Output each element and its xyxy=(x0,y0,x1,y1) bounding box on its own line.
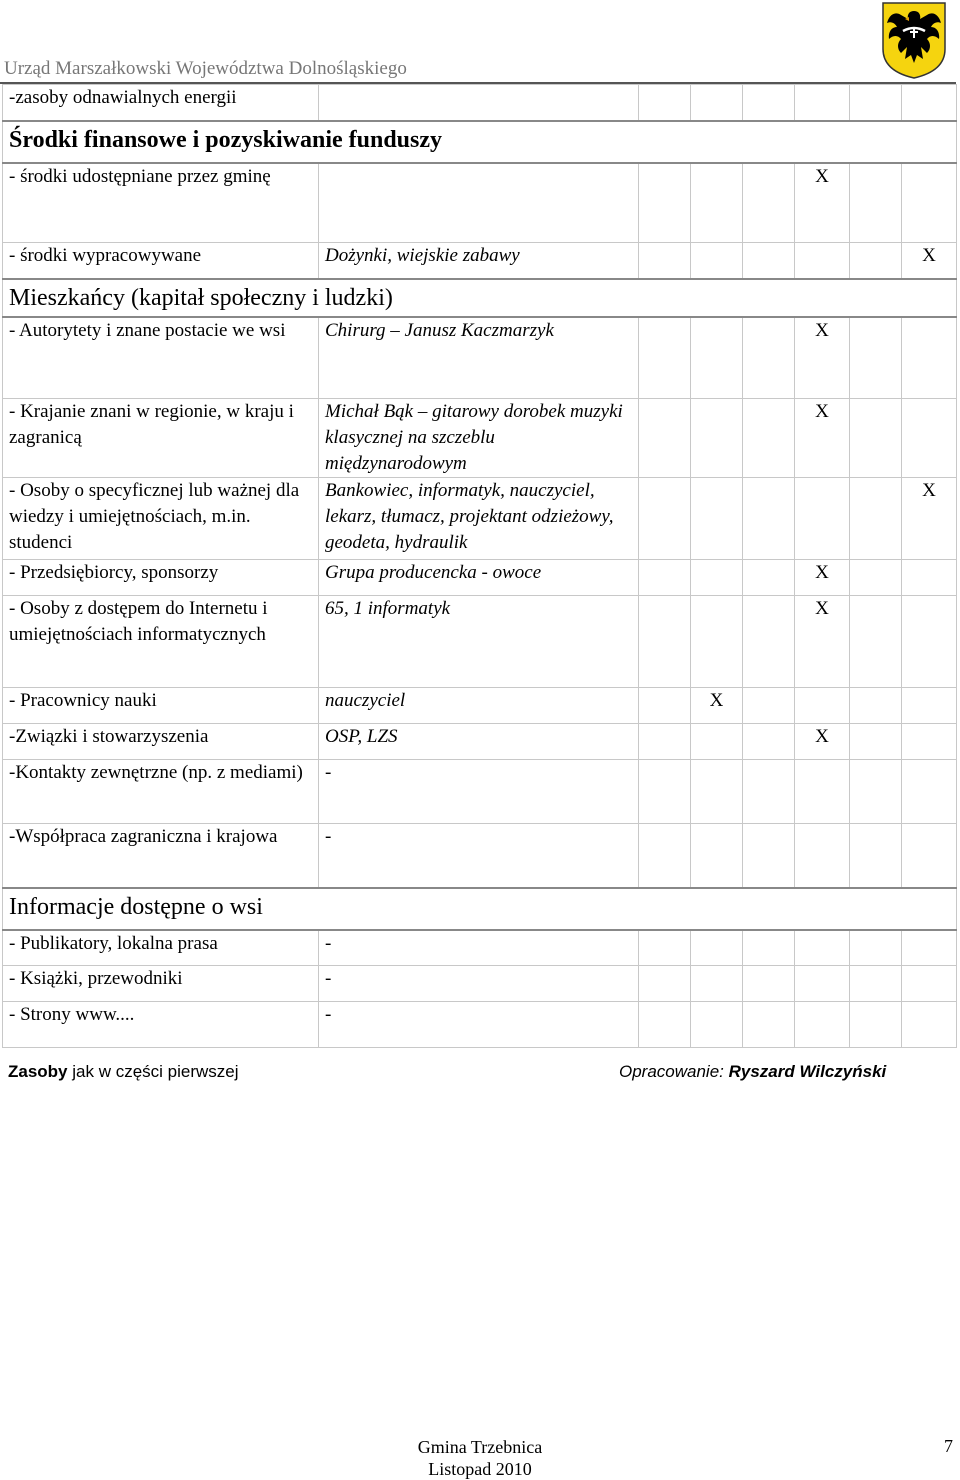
row-description: - xyxy=(319,1002,639,1048)
rating-cell xyxy=(639,596,691,688)
rating-cell xyxy=(639,930,691,966)
table-row xyxy=(3,596,957,688)
rating-cell xyxy=(691,824,743,888)
rating-cell xyxy=(795,760,850,824)
rating-cell xyxy=(850,930,902,966)
rating-cell xyxy=(743,1002,795,1048)
table-row xyxy=(3,930,957,966)
row-label: - Strony www.... xyxy=(3,1002,319,1048)
rating-cell xyxy=(902,760,957,824)
row-label: -Współpraca zagraniczna i krajowa xyxy=(3,824,319,888)
rating-cell xyxy=(902,85,957,121)
rating-cell xyxy=(902,317,957,399)
rating-cell xyxy=(639,399,691,478)
row-label: - Osoby o specyficznej lub ważnej dla wiedzy i umiejętnościach, m.in. studenci xyxy=(3,478,319,560)
section-heading: Mieszkańcy (kapitał społeczny i ludzki) xyxy=(3,279,957,317)
rating-cell xyxy=(850,760,902,824)
rating-mark: X xyxy=(795,596,850,688)
rating-cell xyxy=(850,596,902,688)
rating-cell xyxy=(743,930,795,966)
table-row xyxy=(3,966,957,1002)
rating-cell xyxy=(691,399,743,478)
rating-cell xyxy=(902,824,957,888)
row-description: OSP, LZS xyxy=(319,724,639,760)
row-label: - Krajanie znani w regionie, w kraju i zagranicą xyxy=(3,399,319,478)
rating-cell xyxy=(850,724,902,760)
rating-cell xyxy=(743,163,795,243)
footer-note xyxy=(8,1062,239,1082)
rating-cell xyxy=(691,966,743,1002)
row-description: Bankowiec, informatyk, nauczyciel, lekarz, tłumacz, projektant odzieżowy, geodeta, hydraulik xyxy=(319,478,639,560)
row-label: - Osoby z dostępem do Internetu i umiejętnościach informatycznych xyxy=(3,596,319,688)
rating-cell xyxy=(850,560,902,596)
rating-cell xyxy=(691,478,743,560)
rating-cell xyxy=(850,478,902,560)
table-row xyxy=(3,824,957,888)
row-label: - Pracownicy nauki xyxy=(3,688,319,724)
rating-mark: X xyxy=(795,163,850,243)
rating-cell xyxy=(850,243,902,279)
rating-cell xyxy=(902,560,957,596)
rating-cell xyxy=(850,163,902,243)
rating-cell xyxy=(639,478,691,560)
footer-gmina: Gmina Trzebnica xyxy=(417,1437,543,1457)
row-label: - Publikatory, lokalna prasa xyxy=(3,930,319,966)
row-description: Chirurg – Janusz Kaczmarzyk xyxy=(319,317,639,399)
rating-cell xyxy=(795,478,850,560)
rating-cell xyxy=(850,85,902,121)
eagle-coat-of-arms-icon xyxy=(881,1,947,79)
row-description: 65, 1 informatyk xyxy=(319,596,639,688)
table-row xyxy=(3,317,957,399)
section-heading: Środki finansowe i pozyskiwanie funduszy xyxy=(3,121,957,163)
rating-cell xyxy=(743,317,795,399)
row-label: - Książki, przewodniki xyxy=(3,966,319,1002)
row-label: - środki wypracowywane xyxy=(3,243,319,279)
rating-cell xyxy=(743,85,795,121)
row-label: -Kontakty zewnętrzne (np. z mediami) xyxy=(3,760,319,824)
rating-mark: X xyxy=(795,560,850,596)
rating-cell xyxy=(850,966,902,1002)
rating-cell xyxy=(850,1002,902,1048)
rating-cell xyxy=(639,317,691,399)
rating-cell xyxy=(639,163,691,243)
footer-author xyxy=(619,1062,886,1082)
rating-cell xyxy=(639,966,691,1002)
rating-cell xyxy=(691,560,743,596)
rating-cell xyxy=(743,688,795,724)
section-heading: Informacje dostępne o wsi xyxy=(3,888,957,930)
rating-cell xyxy=(902,930,957,966)
row-label: - środki udostępniane przez gminę xyxy=(3,163,319,243)
rating-cell xyxy=(743,724,795,760)
section-row xyxy=(3,121,957,163)
footer-opracowanie-label: Opracowanie: xyxy=(619,1062,729,1081)
rating-cell xyxy=(795,966,850,1002)
table-row xyxy=(3,724,957,760)
section-row xyxy=(3,279,957,317)
table-row xyxy=(3,399,957,478)
rating-cell xyxy=(691,930,743,966)
rating-cell xyxy=(795,824,850,888)
rating-cell xyxy=(743,243,795,279)
table-row xyxy=(3,478,957,560)
rating-cell xyxy=(691,1002,743,1048)
rating-cell xyxy=(639,824,691,888)
rating-cell xyxy=(902,724,957,760)
rating-cell xyxy=(850,317,902,399)
rating-cell xyxy=(691,163,743,243)
rating-cell xyxy=(639,85,691,121)
row-description: nauczyciel xyxy=(319,688,639,724)
rating-cell xyxy=(691,243,743,279)
page-footer xyxy=(0,1436,960,1480)
rating-cell xyxy=(795,688,850,724)
table-row xyxy=(3,243,957,279)
row-label: - Autorytety i znane postacie we wsi xyxy=(3,317,319,399)
row-description: - xyxy=(319,760,639,824)
rating-cell xyxy=(743,760,795,824)
rating-mark: X xyxy=(691,688,743,724)
footer-zasoby-bold: Zasoby xyxy=(8,1062,68,1081)
rating-cell xyxy=(902,688,957,724)
rating-mark: X xyxy=(902,478,957,560)
table-row xyxy=(3,760,957,824)
rating-cell xyxy=(795,243,850,279)
rating-cell xyxy=(691,596,743,688)
rating-cell xyxy=(902,966,957,1002)
rating-cell xyxy=(795,930,850,966)
rating-cell xyxy=(795,85,850,121)
table-row xyxy=(3,560,957,596)
rating-cell xyxy=(691,760,743,824)
rating-cell xyxy=(639,1002,691,1048)
rating-mark: X xyxy=(795,724,850,760)
row-label: -Związki i stowarzyszenia xyxy=(3,724,319,760)
row-description: - xyxy=(319,930,639,966)
row-description: - xyxy=(319,824,639,888)
footer-zasoby-rest: jak w części pierwszej xyxy=(67,1062,239,1081)
rating-cell xyxy=(639,688,691,724)
rating-cell xyxy=(639,724,691,760)
rating-mark: X xyxy=(902,243,957,279)
table-row xyxy=(3,163,957,243)
rating-cell xyxy=(639,243,691,279)
rating-mark: X xyxy=(795,399,850,478)
row-description xyxy=(319,85,639,121)
section-row xyxy=(3,888,957,930)
rating-cell xyxy=(902,399,957,478)
rating-cell xyxy=(743,399,795,478)
row-description xyxy=(319,163,639,243)
row-description: Michał Bąk – gitarowy dorobek muzyki klasycznej na szczeblu międzynarodowym xyxy=(319,399,639,478)
rating-cell xyxy=(743,824,795,888)
table-row xyxy=(3,688,957,724)
rating-cell xyxy=(691,724,743,760)
table-row xyxy=(3,1002,957,1048)
footer-date: Listopad 2010 xyxy=(428,1459,532,1479)
rating-cell xyxy=(743,596,795,688)
rating-mark: X xyxy=(795,317,850,399)
row-description: Dożynki, wiejskie zabawy xyxy=(319,243,639,279)
rating-cell xyxy=(902,163,957,243)
table-row xyxy=(3,85,957,121)
rating-cell xyxy=(691,317,743,399)
rating-cell xyxy=(795,1002,850,1048)
page-number: 7 xyxy=(944,1436,953,1456)
row-label: - Przedsiębiorcy, sponsorzy xyxy=(3,560,319,596)
resources-table xyxy=(2,84,957,1048)
footer-author-name: Ryszard Wilczyński xyxy=(728,1062,887,1081)
rating-cell xyxy=(743,560,795,596)
row-description: Grupa producencka - owoce xyxy=(319,560,639,596)
rating-cell xyxy=(902,596,957,688)
rating-cell xyxy=(850,688,902,724)
rating-cell xyxy=(639,560,691,596)
rating-cell xyxy=(743,966,795,1002)
rating-cell xyxy=(639,760,691,824)
header-title: Urząd Marszałkowski Województwa Dolnośląskiego xyxy=(4,58,407,79)
rating-cell xyxy=(850,399,902,478)
row-label: -zasoby odnawialnych energii xyxy=(3,85,319,121)
rating-cell xyxy=(850,824,902,888)
rating-cell xyxy=(691,85,743,121)
rating-cell xyxy=(902,1002,957,1048)
row-description: - xyxy=(319,966,639,1002)
rating-cell xyxy=(743,478,795,560)
